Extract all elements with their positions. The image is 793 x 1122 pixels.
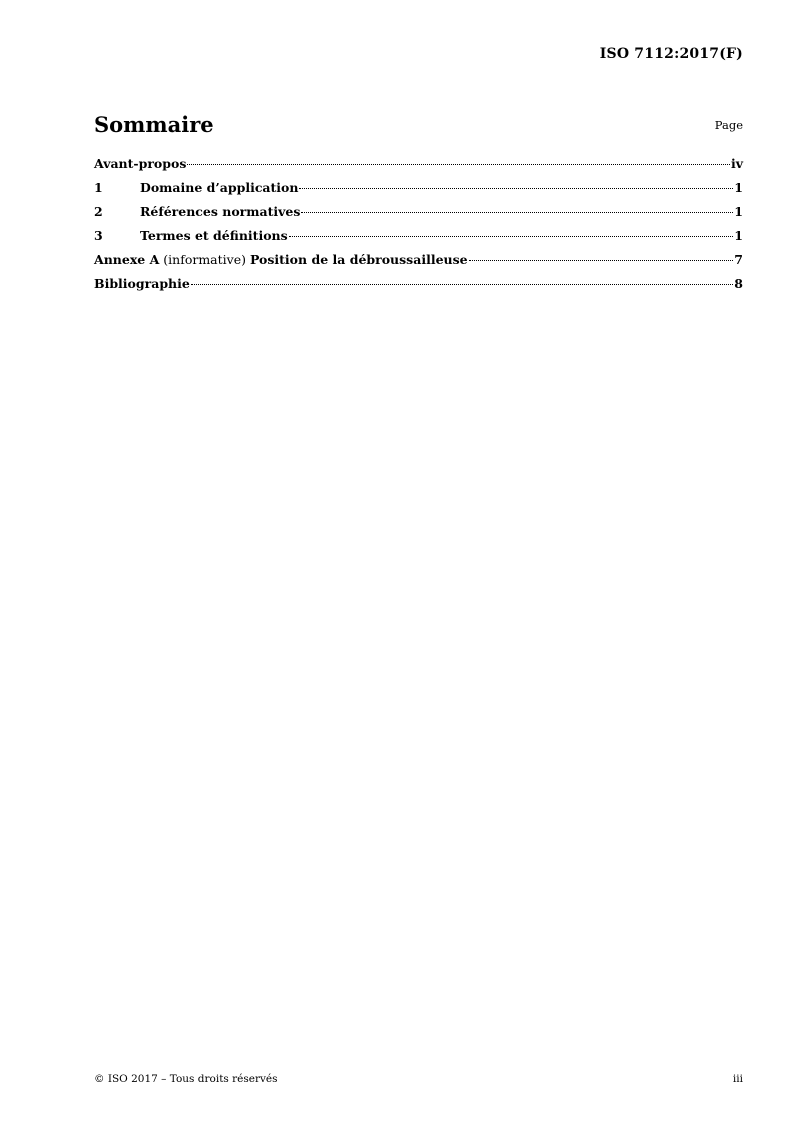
toc-entry-number: 1 <box>94 180 103 195</box>
toc-entry-page: 7 <box>734 252 743 267</box>
toc-entry-page: 1 <box>734 204 743 219</box>
toc-entry-annexe-a[interactable] <box>94 251 743 275</box>
dot-leader <box>289 236 734 237</box>
toc-entry-bibliographie[interactable] <box>94 275 743 299</box>
toc-entry-label: Avant-propos <box>94 156 187 171</box>
annex-prefix: Annexe A <box>94 252 160 267</box>
toc-entry-label: Position de la débroussailleuse <box>249 252 468 267</box>
toc-entry-number: 3 <box>94 228 103 243</box>
toc-entry-page: 1 <box>734 228 743 243</box>
toc-entry-number: 2 <box>94 204 103 219</box>
toc-entry-label: Termes et définitions <box>140 228 288 243</box>
toc-entry-references[interactable] <box>94 203 743 227</box>
dot-leader <box>469 260 734 261</box>
toc-entry-avant-propos[interactable] <box>94 155 743 179</box>
toc-entry-label: Références normatives <box>140 204 301 219</box>
dot-leader <box>301 212 733 213</box>
toc-entry-domaine[interactable] <box>94 179 743 203</box>
toc-entry-label: Bibliographie <box>94 276 190 291</box>
toc-entry-label-group <box>94 251 468 269</box>
dot-leader <box>191 284 733 285</box>
footer-page-number: iii <box>732 1073 743 1085</box>
toc-entry-page: 8 <box>734 276 743 291</box>
page-column-label: Page <box>714 118 743 132</box>
document-id: ISO 7112:2017(F) <box>599 46 743 62</box>
toc-heading-row <box>94 111 743 139</box>
page-title: Sommaire <box>94 112 214 137</box>
table-of-contents <box>94 155 743 299</box>
annex-note: (informative) <box>159 252 250 267</box>
toc-entry-page: iv <box>730 156 743 171</box>
dot-leader <box>187 164 730 165</box>
toc-entry-termes[interactable] <box>94 227 743 251</box>
toc-entry-label: Domaine d’application <box>140 180 299 195</box>
toc-entry-page: 1 <box>734 180 743 195</box>
dot-leader <box>299 188 733 189</box>
footer-copyright: © ISO 2017 – Tous droits réservés <box>94 1073 278 1085</box>
